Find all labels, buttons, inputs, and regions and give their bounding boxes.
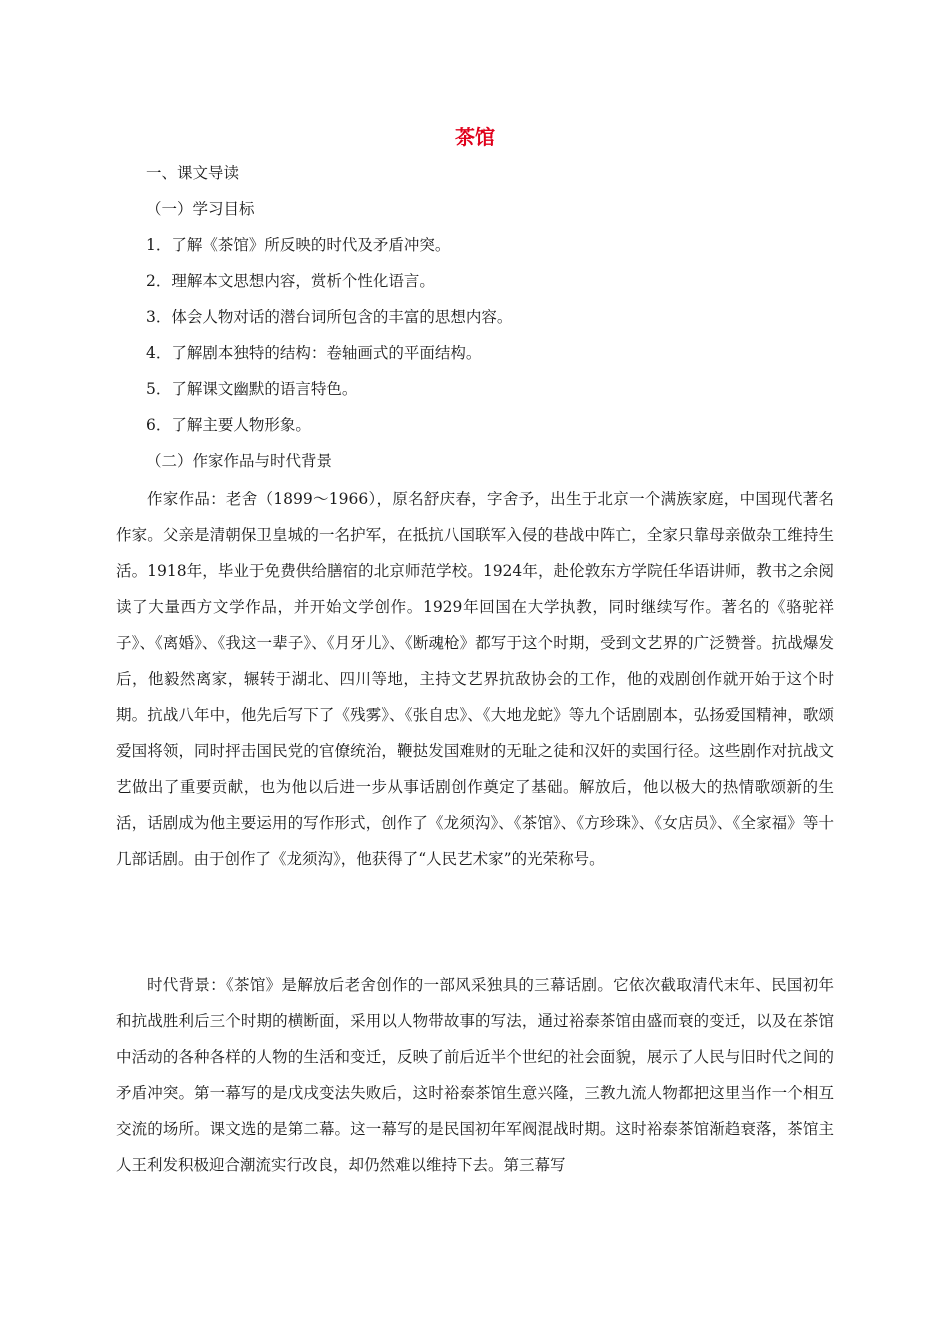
goal-item: 5．了解课文幽默的语言特色。 — [146, 380, 358, 398]
author-paragraph: 作家作品：老舍（1899～1966），原名舒庆春，字舍予，出生于北京一个满族家庭，中国现代著名作家。父亲是清朝保卫皇城的一名护军，在抵抗八国联军入侵的巷战中阵亡，全家只靠母亲做杂工维持生活。1918年，毕业于免费供给膳宿的北京师范学校。1924年，赴伦敦东方学院任华语讲师，教书之余阅读了大量西方文学作品，并开始文学创作。1929年回国在大学执教，同时继续写作。著名的《骆驼祥子》、《离婚》、《我这一辈子》、《月牙儿》、《断魂枪》都写于这个时期，受到文艺界的广泛赞誉。抗战爆发后，他毅然离家，辗转于湖北、四川等地，主持文艺界抗敌协会的工作，他的戏剧创作就开始于这个时期。抗战八年中，他先后写下了《残雾》、《张自忠》、《大地龙蛇》等九个话剧剧本，弘扬爱国精神，歌颂爱国将领，同时抨击国民党的官僚统治，鞭挞发国难财的无耻之徒和汉奸的卖国行径。这些剧作对抗战文艺做出了重要贡献，也为他以后进一步从事话剧创作奠定了基础。解放后，他以极大的热情歌颂新的生活，话剧成为他主要运用的写作形式，创作了《龙须沟》、《茶馆》、《方珍珠》、《女店员》、《全家福》等十几部话剧。由于创作了《龙须沟》，他获得了“人民艺术家”的光荣称号。 — [116, 490, 834, 868]
goal-item: 1．了解《茶馆》所反映的时代及矛盾冲突。 — [146, 236, 451, 254]
subsection-heading: （二）作家作品与时代背景 — [146, 452, 333, 470]
section-heading: 一、课文导读 — [146, 164, 240, 182]
page-title: 茶馆 — [455, 125, 495, 149]
goal-item: 6．了解主要人物形象。 — [146, 416, 311, 434]
goal-item: 3．体会人物对话的潜台词所包含的丰富的思想内容。 — [146, 308, 513, 326]
goal-item: 2．理解本文思想内容，赏析个性化语言。 — [146, 272, 435, 290]
background-paragraph: 时代背景：《茶馆》是解放后老舍创作的一部风采独具的三幕话剧。它依次截取清代末年、民国初年和抗战胜利后三个时期的横断面，采用以人物带故事的写法，通过裕泰茶馆由盛而衰的变迁，以及在茶馆中活动的各种各样的人物的生活和变迁，反映了前后近半个世纪的社会面貌，展示了人民与旧时代之间的矛盾冲突。第一幕写的是戊戌变法失败后，这时裕泰茶馆生意兴隆，三教九流人物都把这里当作一个相互交流的场所。课文选的是第二幕。这一幕写的是民国初年军阀混战时期。这时裕泰茶馆渐趋衰落，茶馆主人王利发积极迎合潮流实行改良，却仍然难以维持下去。第三幕写 — [116, 976, 834, 1174]
goal-item: 4．了解剧本独特的结构：卷轴画式的平面结构。 — [146, 344, 482, 362]
subsection-heading: （一）学习目标 — [146, 200, 255, 218]
